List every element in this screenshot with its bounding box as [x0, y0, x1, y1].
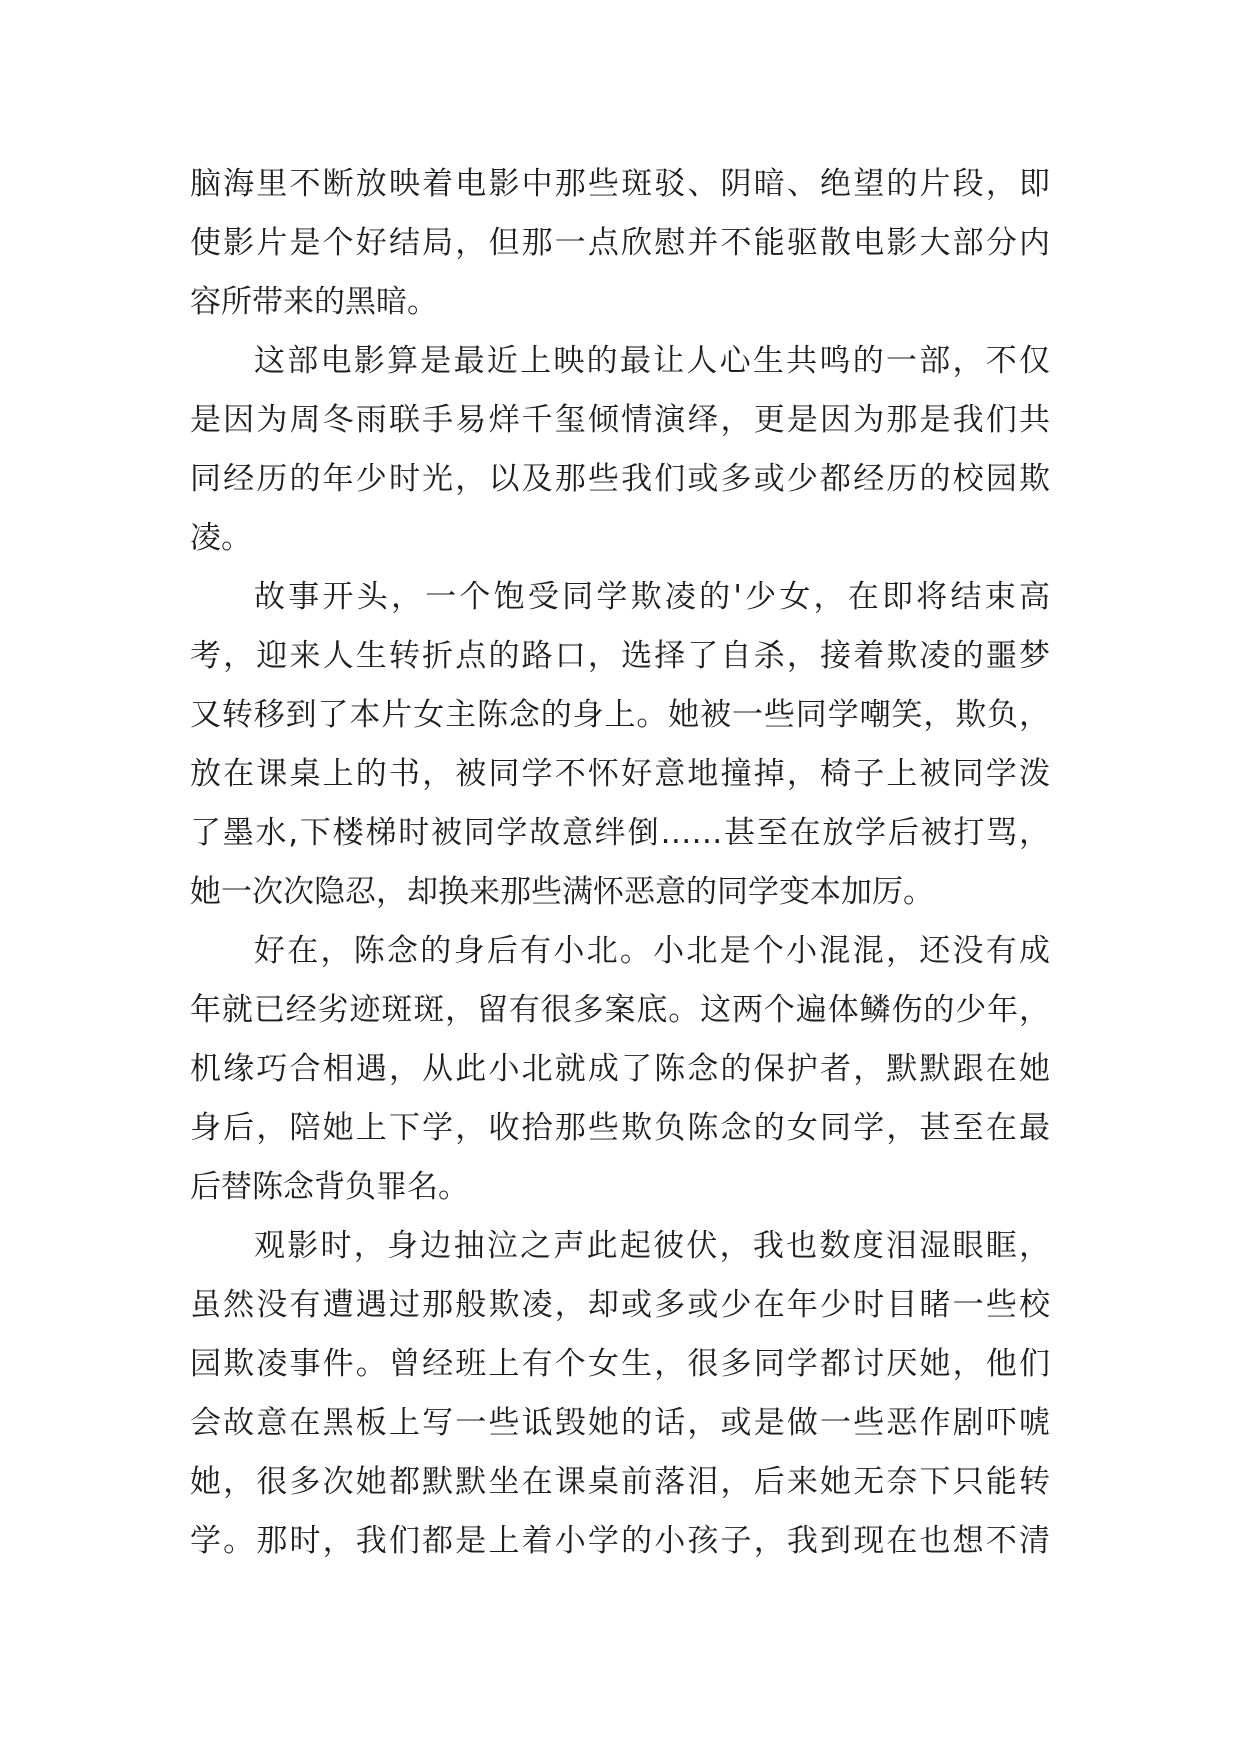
paragraph: [190, 1217, 1050, 1571]
text-line: 观影时，身边抽泣之声此起彼伏，我也数度泪湿眼眶，: [254, 1228, 1050, 1264]
document-body: [190, 155, 1050, 1571]
text-line: 容所带来的黑暗。: [190, 284, 438, 320]
text-line: 后替陈念背负罪名。: [190, 1169, 469, 1205]
text-line: 了墨水,下楼梯时被同学故意绊倒……甚至在放学后被打骂，: [190, 815, 1050, 851]
text-line: 凌。: [190, 520, 252, 556]
paragraph: [190, 568, 1050, 922]
text-line: 她一次次隐忍，却换来那些满怀恶意的同学变本加厉。: [190, 874, 934, 910]
text-line: 是因为周冬雨联手易烊千玺倾情演绎，更是因为那是我们共: [190, 402, 1050, 438]
text-line: 会故意在黑板上写一些诋毁她的话，或是做一些恶作剧吓唬: [190, 1405, 1050, 1441]
text-line: 这部电影算是最近上映的最让人心生共鸣的一部，不仅: [254, 343, 1050, 379]
text-line: 又转移到了本片女主陈念的身上。她被一些同学嘲笑，欺负，: [190, 697, 1050, 733]
text-line: 使影片是个好结局，但那一点欣慰并不能驱散电影大部分内: [190, 225, 1050, 261]
text-line: 机缘巧合相遇，从此小北就成了陈念的保护者，默默跟在她: [190, 1051, 1050, 1087]
text-line: 学。那时，我们都是上着小学的小孩子，我到现在也想不清: [190, 1523, 1050, 1559]
text-line: 脑海里不断放映着电影中那些斑驳、阴暗、绝望的片段，即: [190, 166, 1050, 202]
text-line: 考，迎来人生转折点的路口，选择了自杀，接着欺凌的噩梦: [190, 638, 1050, 674]
text-line: 园欺凌事件。曾经班上有个女生，很多同学都讨厌她，他们: [190, 1346, 1050, 1382]
paragraph: [190, 922, 1050, 1217]
paragraph: [190, 332, 1050, 568]
text-line: 她，很多次她都默默坐在课桌前落泪，后来她无奈下只能转: [190, 1464, 1050, 1500]
text-line: 放在课桌上的书，被同学不怀好意地撞掉，椅子上被同学泼: [190, 756, 1050, 792]
text-line: 好在，陈念的身后有小北。小北是个小混混，还没有成: [254, 933, 1050, 969]
text-line: 年就已经劣迹斑斑，留有很多案底。这两个遍体鳞伤的少年，: [190, 992, 1050, 1028]
text-line: 同经历的年少时光，以及那些我们或多或少都经历的校园欺: [190, 461, 1050, 497]
paragraph: [190, 155, 1050, 332]
text-line: 虽然没有遭遇过那般欺凌，却或多或少在年少时目睹一些校: [190, 1287, 1050, 1323]
text-line: 故事开头，一个饱受同学欺凌的'少女，在即将结束高: [254, 579, 1050, 615]
text-line: 身后，陪她上下学，收拾那些欺负陈念的女同学，甚至在最: [190, 1110, 1050, 1146]
